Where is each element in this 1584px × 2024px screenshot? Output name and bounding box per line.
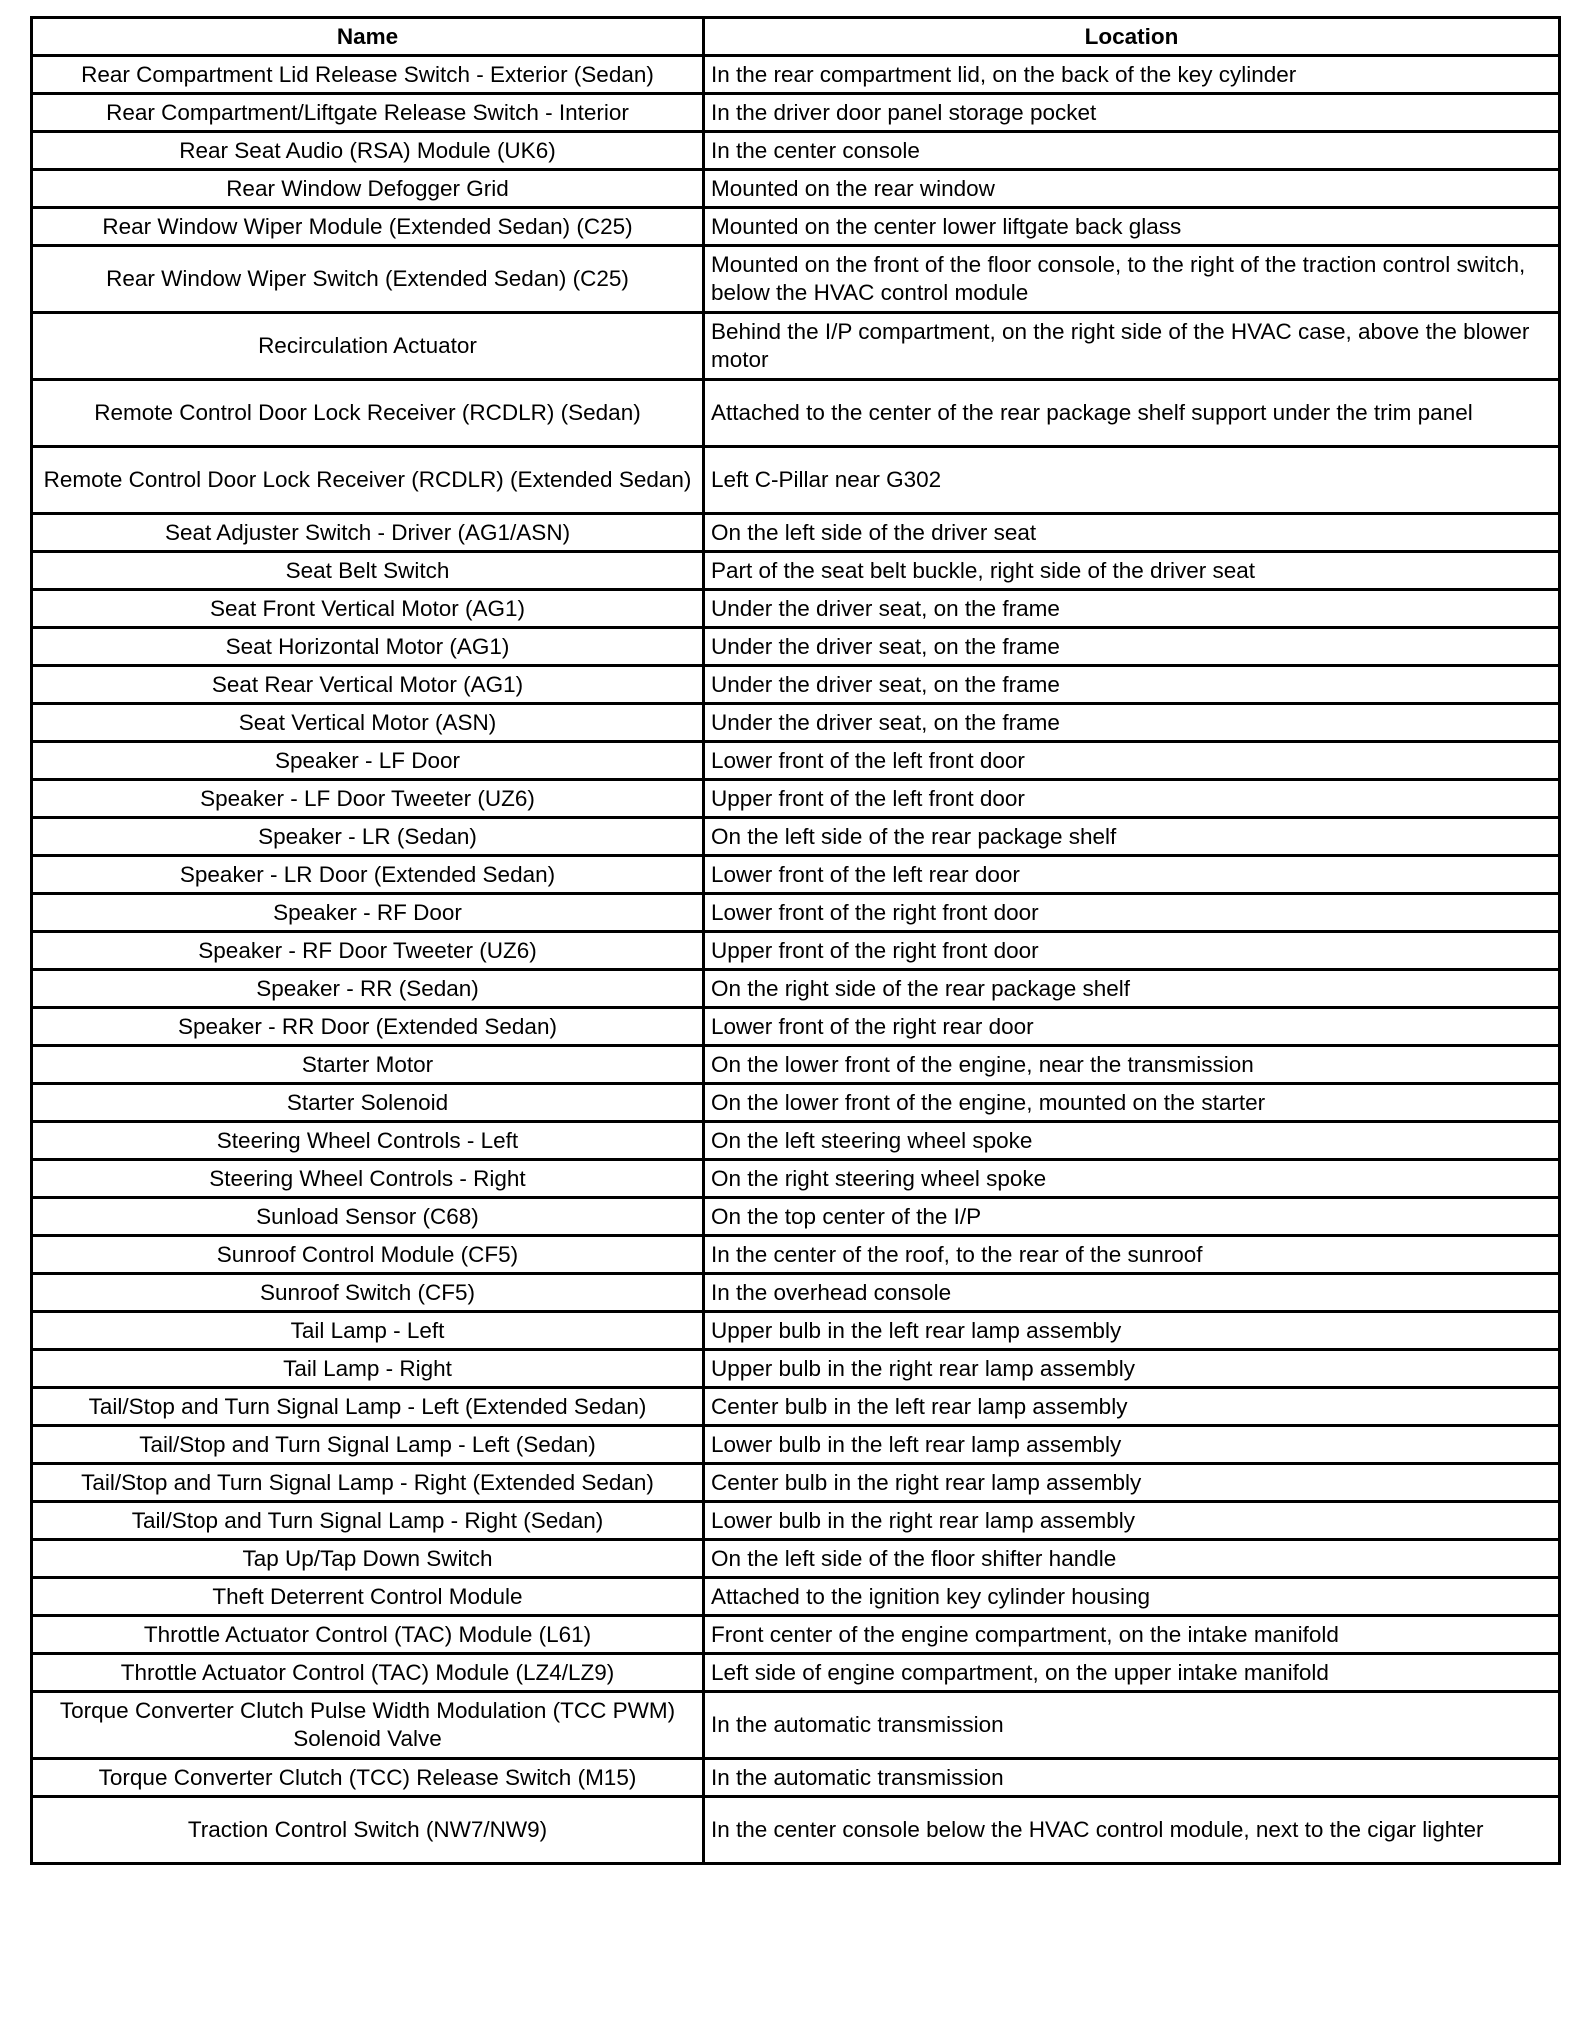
- component-name: Speaker - RR Door (Extended Sedan): [32, 1008, 704, 1046]
- data-table: [30, 16, 1561, 1865]
- table-row: [32, 1084, 1560, 1122]
- component-location: Lower bulb in the right rear lamp assembly: [704, 1502, 1560, 1540]
- table-row: [32, 704, 1560, 742]
- table-row: [32, 246, 1560, 313]
- component-name: Seat Horizontal Motor (AG1): [32, 628, 704, 666]
- component-name: Speaker - LF Door: [32, 742, 704, 780]
- component-location: In the center of the roof, to the rear of the sunroof: [704, 1236, 1560, 1274]
- component-name: Speaker - LF Door Tweeter (UZ6): [32, 780, 704, 818]
- table-row: [32, 1616, 1560, 1654]
- component-location: In the rear compartment lid, on the back of the key cylinder: [704, 56, 1560, 94]
- table-row: [32, 1236, 1560, 1274]
- component-location: On the lower front of the engine, mounted on the starter: [704, 1084, 1560, 1122]
- component-location: Mounted on the center lower liftgate back glass: [704, 208, 1560, 246]
- component-location-table: [30, 16, 1558, 1865]
- table-row: [32, 818, 1560, 856]
- table-row: [32, 380, 1560, 447]
- table-row: [32, 856, 1560, 894]
- component-location: Lower front of the left front door: [704, 742, 1560, 780]
- component-location: On the left side of the rear package shelf: [704, 818, 1560, 856]
- component-name: Torque Converter Clutch (TCC) Release Switch (M15): [32, 1759, 704, 1797]
- component-location: Center bulb in the left rear lamp assembly: [704, 1388, 1560, 1426]
- component-name: Rear Window Wiper Switch (Extended Sedan) (C25): [32, 246, 704, 313]
- component-location: Mounted on the front of the floor console, to the right of the traction control switch, below the HVAC control module: [704, 246, 1560, 313]
- component-location: Front center of the engine compartment, on the intake manifold: [704, 1616, 1560, 1654]
- component-name: Speaker - RF Door Tweeter (UZ6): [32, 932, 704, 970]
- component-location: On the left side of the floor shifter handle: [704, 1540, 1560, 1578]
- component-location: Lower front of the left rear door: [704, 856, 1560, 894]
- component-name: Tail/Stop and Turn Signal Lamp - Left (Extended Sedan): [32, 1388, 704, 1426]
- table-row: [32, 1502, 1560, 1540]
- table-body: [32, 56, 1560, 1864]
- table-row: [32, 132, 1560, 170]
- component-name: Tail/Stop and Turn Signal Lamp - Right (Sedan): [32, 1502, 704, 1540]
- component-location: Upper bulb in the right rear lamp assembly: [704, 1350, 1560, 1388]
- component-name: Steering Wheel Controls - Left: [32, 1122, 704, 1160]
- table-row: [32, 552, 1560, 590]
- component-name: Rear Compartment/Liftgate Release Switch - Interior: [32, 94, 704, 132]
- component-location: Under the driver seat, on the frame: [704, 590, 1560, 628]
- table-row: [32, 1198, 1560, 1236]
- component-name: Rear Seat Audio (RSA) Module (UK6): [32, 132, 704, 170]
- component-name: Starter Solenoid: [32, 1084, 704, 1122]
- component-name: Speaker - RR (Sedan): [32, 970, 704, 1008]
- table-row: [32, 1759, 1560, 1797]
- component-location: Mounted on the rear window: [704, 170, 1560, 208]
- table-row: [32, 1388, 1560, 1426]
- component-name: Seat Vertical Motor (ASN): [32, 704, 704, 742]
- table-row: [32, 894, 1560, 932]
- table-row: [32, 170, 1560, 208]
- component-location: Lower front of the right rear door: [704, 1008, 1560, 1046]
- component-location: On the left steering wheel spoke: [704, 1122, 1560, 1160]
- table-row: [32, 1654, 1560, 1692]
- table-row: [32, 1046, 1560, 1084]
- component-name: Tail/Stop and Turn Signal Lamp - Left (Sedan): [32, 1426, 704, 1464]
- component-name: Starter Motor: [32, 1046, 704, 1084]
- table-row: [32, 1350, 1560, 1388]
- component-location: In the automatic transmission: [704, 1692, 1560, 1759]
- component-name: Seat Front Vertical Motor (AG1): [32, 590, 704, 628]
- table-row: [32, 1160, 1560, 1198]
- component-location: Under the driver seat, on the frame: [704, 666, 1560, 704]
- component-location: Under the driver seat, on the frame: [704, 704, 1560, 742]
- component-location: On the top center of the I/P: [704, 1198, 1560, 1236]
- table-row: [32, 447, 1560, 514]
- component-location: On the right side of the rear package shelf: [704, 970, 1560, 1008]
- component-name: Sunload Sensor (C68): [32, 1198, 704, 1236]
- table-row: [32, 1122, 1560, 1160]
- component-location: Upper front of the right front door: [704, 932, 1560, 970]
- component-name: Theft Deterrent Control Module: [32, 1578, 704, 1616]
- table-row: [32, 742, 1560, 780]
- table-row: [32, 1464, 1560, 1502]
- component-name: Throttle Actuator Control (TAC) Module (LZ4/LZ9): [32, 1654, 704, 1692]
- component-name: Rear Window Wiper Module (Extended Sedan) (C25): [32, 208, 704, 246]
- component-location: On the lower front of the engine, near the transmission: [704, 1046, 1560, 1084]
- component-location: In the overhead console: [704, 1274, 1560, 1312]
- component-name: Sunroof Switch (CF5): [32, 1274, 704, 1312]
- table-row: [32, 94, 1560, 132]
- table-row: [32, 1274, 1560, 1312]
- component-name: Sunroof Control Module (CF5): [32, 1236, 704, 1274]
- component-name: Rear Window Defogger Grid: [32, 170, 704, 208]
- component-name: Seat Adjuster Switch - Driver (AG1/ASN): [32, 514, 704, 552]
- component-location: In the center console below the HVAC control module, next to the cigar lighter: [704, 1797, 1560, 1864]
- component-location: Attached to the center of the rear package shelf support under the trim panel: [704, 380, 1560, 447]
- table-row: [32, 1797, 1560, 1864]
- component-name: Remote Control Door Lock Receiver (RCDLR) (Extended Sedan): [32, 447, 704, 514]
- component-location: Under the driver seat, on the frame: [704, 628, 1560, 666]
- table-row: [32, 590, 1560, 628]
- component-location: Left side of engine compartment, on the upper intake manifold: [704, 1654, 1560, 1692]
- table-row: [32, 56, 1560, 94]
- table-row: [32, 1312, 1560, 1350]
- table-row: [32, 628, 1560, 666]
- table-row: [32, 1008, 1560, 1046]
- component-location: Part of the seat belt buckle, right side of the driver seat: [704, 552, 1560, 590]
- component-name: Rear Compartment Lid Release Switch - Exterior (Sedan): [32, 56, 704, 94]
- component-location: Upper bulb in the left rear lamp assembly: [704, 1312, 1560, 1350]
- component-name: Remote Control Door Lock Receiver (RCDLR) (Sedan): [32, 380, 704, 447]
- component-location: Center bulb in the right rear lamp assembly: [704, 1464, 1560, 1502]
- table-row: [32, 514, 1560, 552]
- table-row: [32, 1426, 1560, 1464]
- name-column-header: Name: [32, 18, 704, 56]
- component-name: Steering Wheel Controls - Right: [32, 1160, 704, 1198]
- component-name: Traction Control Switch (NW7/NW9): [32, 1797, 704, 1864]
- component-name: Speaker - LR Door (Extended Sedan): [32, 856, 704, 894]
- component-location: Attached to the ignition key cylinder housing: [704, 1578, 1560, 1616]
- table-header-row: [32, 18, 1560, 56]
- table-row: [32, 780, 1560, 818]
- component-name: Tail/Stop and Turn Signal Lamp - Right (Extended Sedan): [32, 1464, 704, 1502]
- component-name: Tail Lamp - Right: [32, 1350, 704, 1388]
- component-location: On the right steering wheel spoke: [704, 1160, 1560, 1198]
- component-name: Recirculation Actuator: [32, 313, 704, 380]
- table-row: [32, 1540, 1560, 1578]
- component-location: In the center console: [704, 132, 1560, 170]
- component-name: Seat Rear Vertical Motor (AG1): [32, 666, 704, 704]
- component-location: Behind the I/P compartment, on the right side of the HVAC case, above the blower motor: [704, 313, 1560, 380]
- component-location: Lower bulb in the left rear lamp assembly: [704, 1426, 1560, 1464]
- component-location: In the automatic transmission: [704, 1759, 1560, 1797]
- table-row: [32, 1578, 1560, 1616]
- component-location: Lower front of the right front door: [704, 894, 1560, 932]
- component-name: Speaker - LR (Sedan): [32, 818, 704, 856]
- component-name: Throttle Actuator Control (TAC) Module (L61): [32, 1616, 704, 1654]
- table-row: [32, 932, 1560, 970]
- component-name: Speaker - RF Door: [32, 894, 704, 932]
- table-row: [32, 666, 1560, 704]
- component-location: Left C-Pillar near G302: [704, 447, 1560, 514]
- component-name: Tail Lamp - Left: [32, 1312, 704, 1350]
- component-location: In the driver door panel storage pocket: [704, 94, 1560, 132]
- component-location: Upper front of the left front door: [704, 780, 1560, 818]
- component-name: Tap Up/Tap Down Switch: [32, 1540, 704, 1578]
- table-row: [32, 1692, 1560, 1759]
- component-name: Torque Converter Clutch Pulse Width Modulation (TCC PWM) Solenoid Valve: [32, 1692, 704, 1759]
- table-row: [32, 313, 1560, 380]
- location-column-header: Location: [704, 18, 1560, 56]
- component-name: Seat Belt Switch: [32, 552, 704, 590]
- table-row: [32, 970, 1560, 1008]
- component-location: On the left side of the driver seat: [704, 514, 1560, 552]
- table-row: [32, 208, 1560, 246]
